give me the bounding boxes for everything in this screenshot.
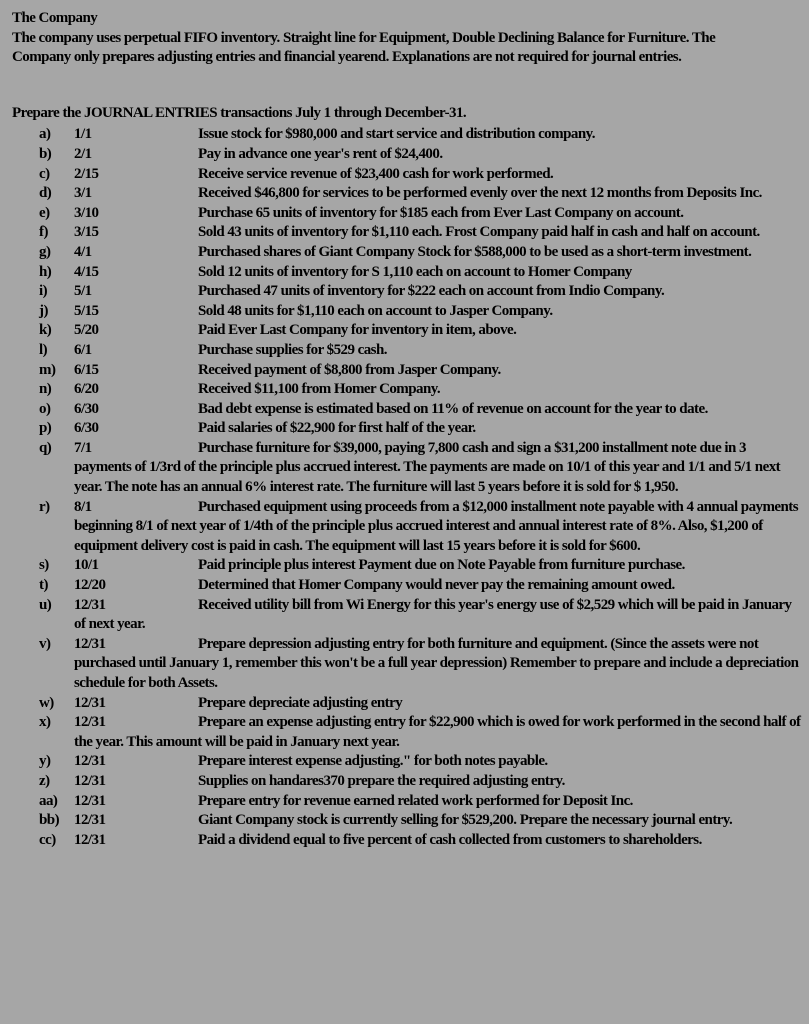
transaction-item [12, 263, 802, 283]
transaction-date: 8/1 [74, 498, 92, 515]
transaction-description: Purchased equipment using proceeds from a $12,000 installment note payable with 4 annual payments beginning 8/1 of next year of 1/4th of the principle plus accrued interest and annual interest rate of 8%. Also, $1,200 of equipment delivery cost is paid in cash. The equipment will last 15 years before it is sold for $600. [74, 498, 799, 554]
transaction-item [12, 321, 802, 341]
transaction-date: 12/31 [74, 635, 106, 652]
transaction-item [12, 125, 802, 145]
transaction-description: Prepare depreciate adjusting entry [198, 694, 403, 711]
transaction-label: r) [39, 498, 50, 515]
transaction-description: Issue stock for $980,000 and start service and distribution company. [198, 126, 595, 143]
transaction-label: bb) [39, 812, 60, 829]
transaction-label: w) [39, 694, 54, 711]
transaction-label: x) [39, 714, 51, 731]
transaction-item [12, 792, 802, 812]
instructions-prompt: Prepare the JOURNAL ENTRIES transactions July 1 through December-31. [12, 104, 467, 121]
transaction-item [12, 713, 802, 752]
transaction-date: 6/20 [74, 381, 99, 398]
document [12, 9, 802, 850]
transaction-label: c) [39, 165, 50, 182]
transaction-description: Prepare interest expense adjusting." for both notes payable. [198, 753, 548, 770]
transaction-item [12, 694, 802, 714]
transaction-date: 12/31 [74, 812, 106, 829]
transaction-date: 12/31 [74, 714, 106, 731]
transaction-date: 12/20 [74, 577, 106, 594]
transaction-description: Prepare depression adjusting entry for both furniture and equipment. (Since the assets were not purchased until January 1, remember this won't be a full year depression) Remember to prepare and include a depreciation schedule for both Assets. [74, 635, 799, 691]
transaction-description: Received $11,100 from Homer Company. [198, 381, 441, 398]
transaction-date: 12/31 [74, 753, 106, 770]
transaction-label: d) [39, 185, 52, 202]
transaction-item [12, 576, 802, 596]
transaction-label: cc) [39, 831, 56, 848]
transaction-date: 10/1 [74, 557, 99, 574]
transaction-item [12, 204, 802, 224]
transaction-description: Pay in advance one year's rent of $24,400. [198, 145, 443, 162]
intro-paragraph: The company uses perpetual FIFO inventory. Straight line for Equipment, Double Declining Balance for Furniture. The Company only prepares adjusting entries and financial yearend. Explanations are not required for journal entries. [12, 29, 716, 66]
transaction-label: y) [39, 753, 51, 770]
transaction-date: 12/31 [74, 694, 106, 711]
transaction-description: Paid a dividend equal to five percent of cash collected from customers to shareholders. [198, 831, 702, 848]
transaction-date: 2/1 [74, 145, 92, 162]
transaction-label: j) [39, 302, 48, 319]
transaction-item [12, 165, 802, 185]
transaction-date: 5/1 [74, 283, 92, 300]
transaction-item [12, 184, 802, 204]
transaction-item [12, 145, 802, 165]
transaction-date: 4/1 [74, 243, 92, 260]
transaction-description: Paid principle plus interest Payment due on Note Payable from furniture purchase. [198, 557, 685, 574]
transaction-item [12, 282, 802, 302]
transaction-label: aa) [39, 792, 58, 809]
transaction-label: g) [39, 243, 51, 260]
transaction-date: 7/1 [74, 439, 92, 456]
transaction-item [12, 243, 802, 263]
transaction-label: z) [39, 772, 50, 789]
transaction-label: t) [39, 577, 48, 594]
transaction-date: 12/31 [74, 596, 106, 613]
transaction-item [12, 831, 802, 851]
transaction-description: Prepare entry for revenue earned related work performed for Deposit Inc. [198, 792, 633, 809]
transaction-label: s) [39, 557, 49, 574]
transaction-label: m) [39, 361, 56, 378]
transaction-label: b) [39, 145, 52, 162]
transaction-description: Sold 43 units of inventory for $1,110 each. Frost Company paid half in cash and half on account. [198, 224, 760, 241]
transaction-item [12, 811, 802, 831]
transaction-item [12, 223, 802, 243]
transaction-item [12, 635, 802, 694]
transaction-label: h) [39, 263, 52, 280]
transaction-item [12, 772, 802, 792]
transaction-description: Paid Ever Last Company for inventory in item, above. [198, 322, 517, 339]
transaction-description: Received payment of $8,800 from Jasper Company. [198, 361, 501, 378]
transaction-label: o) [39, 400, 51, 417]
transaction-item [12, 752, 802, 772]
transaction-description: Supplies on handares370 prepare the required adjusting entry. [198, 772, 565, 789]
transaction-description: Purchase furniture for $39,000, paying 7,800 cash and sign a $31,200 installment note due in 3 payments of 1/3rd of the principle plus accrued interest. The payments are made on 10/1 of this year and 1/1 and 5/1 next year. The note has an annual 6% interest rate. The furniture will last 5 years before it is sold for $ 1,950. [74, 439, 781, 496]
transaction-label: n) [39, 381, 52, 398]
transaction-date: 3/10 [74, 204, 99, 221]
transaction-date: 5/15 [74, 302, 99, 319]
transaction-label: e) [39, 204, 50, 221]
transaction-date: 5/20 [74, 322, 99, 339]
transaction-label: l) [39, 341, 48, 358]
transaction-date: 12/31 [74, 831, 106, 848]
transaction-description: Received $46,800 for services to be performed evenly over the next 12 months from Deposits Inc. [198, 185, 762, 202]
transaction-description: Purchased shares of Giant Company Stock for $588,000 to be used as a short-term investment. [198, 243, 752, 260]
transaction-item [12, 439, 802, 498]
transaction-description: Determined that Homer Company would never pay the remaining amount owed. [198, 577, 675, 594]
document-title: The Company [12, 10, 98, 26]
transaction-description: Giant Company stock is currently selling for $529,200. Prepare the necessary journal entry. [198, 812, 733, 829]
transaction-item [12, 341, 802, 361]
transaction-label: v) [39, 635, 51, 652]
transaction-description: Sold 48 units for $1,110 each on account to Jasper Company. [198, 302, 553, 319]
transaction-date: 6/1 [74, 341, 92, 358]
transaction-item [12, 498, 802, 557]
transaction-label: i) [39, 283, 48, 300]
transaction-description: Purchase 65 units of inventory for $185 each from Ever Last Company on account. [198, 204, 684, 221]
transaction-list [12, 125, 802, 850]
transaction-description: Bad debt expense is estimated based on 11% of revenue on account for the year to date. [198, 400, 708, 417]
transaction-date: 2/15 [74, 165, 99, 182]
transaction-item [12, 302, 802, 322]
transaction-date: 3/15 [74, 224, 99, 241]
transaction-date: 4/15 [74, 263, 99, 280]
transaction-item [12, 419, 802, 439]
transaction-label: k) [39, 322, 52, 339]
transaction-item [12, 361, 802, 381]
transaction-description: Received utility bill from Wi Energy for this year's energy use of $2,529 which will be paid in January of next year. [74, 596, 792, 633]
transaction-description: Paid salaries of $22,900 for first half of the year. [198, 420, 476, 437]
transaction-label: p) [39, 420, 52, 437]
transaction-item [12, 596, 802, 635]
transaction-date: 6/30 [74, 400, 99, 417]
transaction-label: u) [39, 596, 52, 613]
transaction-item [12, 400, 802, 420]
transaction-description: Prepare an expense adjusting entry for $22,900 which is owed for work performed in the second half of the year. This amount will be paid in January next year. [74, 714, 801, 750]
transaction-description: Sold 12 units of inventory for S 1,110 each on account to Homer Company [198, 263, 632, 280]
transaction-description: Purchased 47 units of inventory for $222 each on account from Indio Company. [198, 283, 665, 300]
transaction-date: 1/1 [74, 126, 92, 143]
transaction-date: 3/1 [74, 185, 92, 202]
transaction-description: Purchase supplies for $529 cash. [198, 341, 387, 358]
transaction-label: q) [39, 439, 52, 456]
transaction-date: 12/31 [74, 792, 106, 809]
transaction-description: Receive service revenue of $23,400 cash for work performed. [198, 165, 554, 182]
transaction-item [12, 380, 802, 400]
transaction-label: a) [39, 126, 51, 143]
transaction-date: 6/15 [74, 361, 99, 378]
transaction-label: f) [39, 224, 48, 241]
transaction-item [12, 556, 802, 576]
transaction-date: 12/31 [74, 772, 106, 789]
transaction-date: 6/30 [74, 420, 99, 437]
